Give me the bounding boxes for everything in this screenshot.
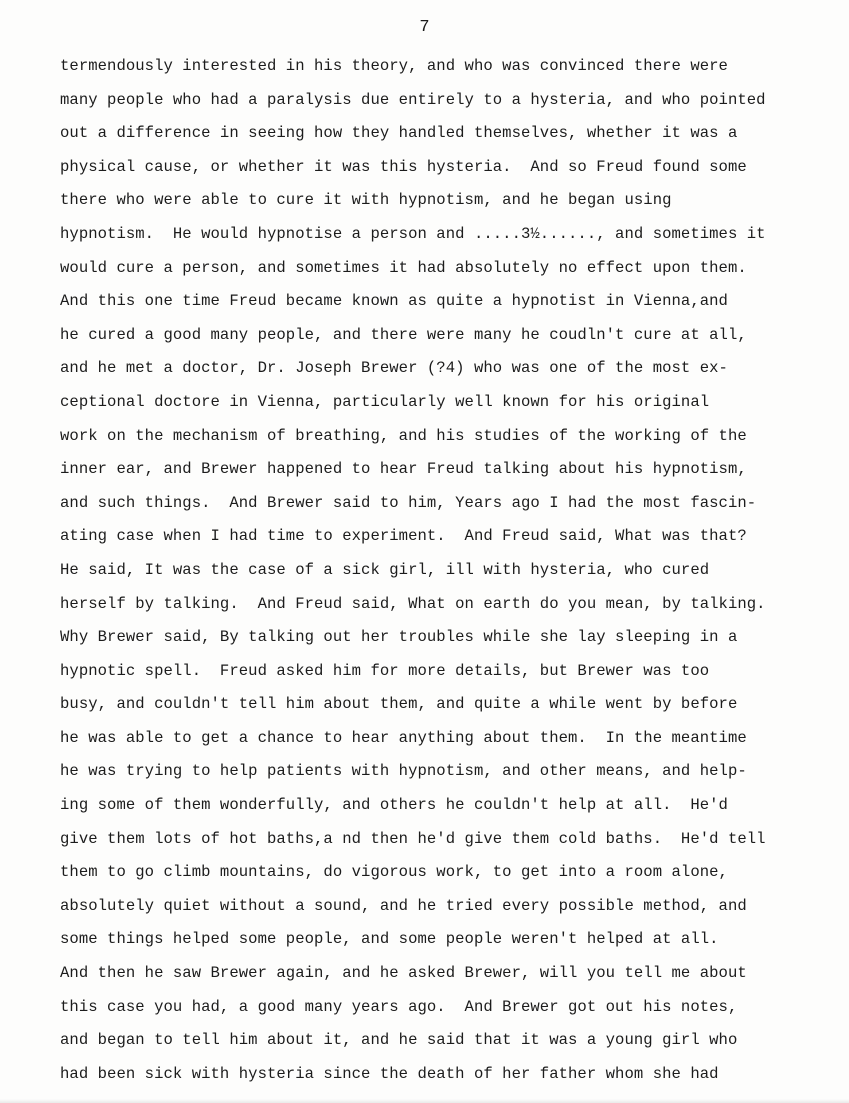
- text-line: there who were able to cure it with hypnotism, and he began using: [60, 191, 672, 210]
- text-line: many people who had a paralysis due entirely to a hysteria, and who pointed: [60, 90, 766, 109]
- text-line: he was trying to help patients with hypnotism, and other means, and help-: [60, 762, 747, 781]
- text-line: Why Brewer said, By talking out her troubles while she lay sleeping in a: [60, 628, 738, 647]
- text-line: had been sick with hysteria since the death of her father whom she had: [60, 1064, 719, 1083]
- text-line: this case you had, a good many years ago. And Brewer got out his notes,: [60, 997, 738, 1016]
- page-number: 7: [419, 18, 430, 37]
- text-line: give them lots of hot baths,a nd then he'd give them cold baths. He'd tell: [60, 829, 766, 848]
- text-line: He said, It was the case of a sick girl, ill with hysteria, who cured: [60, 560, 710, 579]
- text-line: And this one time Freud became known as quite a hypnotist in Vienna,and: [60, 292, 728, 311]
- text-line: hypnotic spell. Freud asked him for more details, but Brewer was too: [60, 661, 710, 680]
- text-line: And then he saw Brewer again, and he asked Brewer, will you tell me about: [60, 964, 747, 983]
- text-line: absolutely quiet without a sound, and he tried every possible method, and: [60, 896, 747, 915]
- text-line: out a difference in seeing how they handled themselves, whether it was a: [60, 124, 738, 143]
- text-line: termendously interested in his theory, and who was convinced there were: [60, 57, 728, 75]
- body-text: [60, 50, 840, 1091]
- text-line: and began to tell him about it, and he said that it was a young girl who: [60, 1031, 738, 1050]
- text-line: would cure a person, and sometimes it had absolutely no effect upon them.: [60, 258, 747, 277]
- text-line: ing some of them wonderfully, and others he couldn't help at all. He'd: [60, 796, 728, 815]
- text-line: and such things. And Brewer said to him, Years ago I had the most fascin-: [60, 493, 757, 512]
- text-line: ceptional doctore in Vienna, particularly well known for his original: [60, 392, 710, 411]
- text-line: them to go climb mountains, do vigorous work, to get into a room alone,: [60, 863, 728, 882]
- page-bottom-edge: [0, 1099, 849, 1103]
- text-line: physical cause, or whether it was this hysteria. And so Freud found some: [60, 157, 747, 176]
- text-line: he cured a good many people, and there were many he coudln't cure at all,: [60, 325, 747, 344]
- text-line: and he met a doctor, Dr. Joseph Brewer (?4) who was one of the most ex-: [60, 359, 728, 378]
- text-line: herself by talking. And Freud said, What on earth do you mean, by talking.: [60, 594, 766, 613]
- text-line: some things helped some people, and some people weren't helped at all.: [60, 930, 719, 949]
- text-line: busy, and couldn't tell him about them, and quite a while went by before: [60, 695, 738, 714]
- text-line: work on the mechanism of breathing, and his studies of the working of the: [60, 426, 747, 445]
- text-line: inner ear, and Brewer happened to hear Freud talking about his hypnotism,: [60, 460, 747, 479]
- text-line: he was able to get a chance to hear anything about them. In the meantime: [60, 728, 747, 747]
- text-line: hypnotism. He would hypnotise a person and .....3½......, and sometimes it: [60, 224, 766, 243]
- text-line: ating case when I had time to experiment. And Freud said, What was that?: [60, 527, 747, 546]
